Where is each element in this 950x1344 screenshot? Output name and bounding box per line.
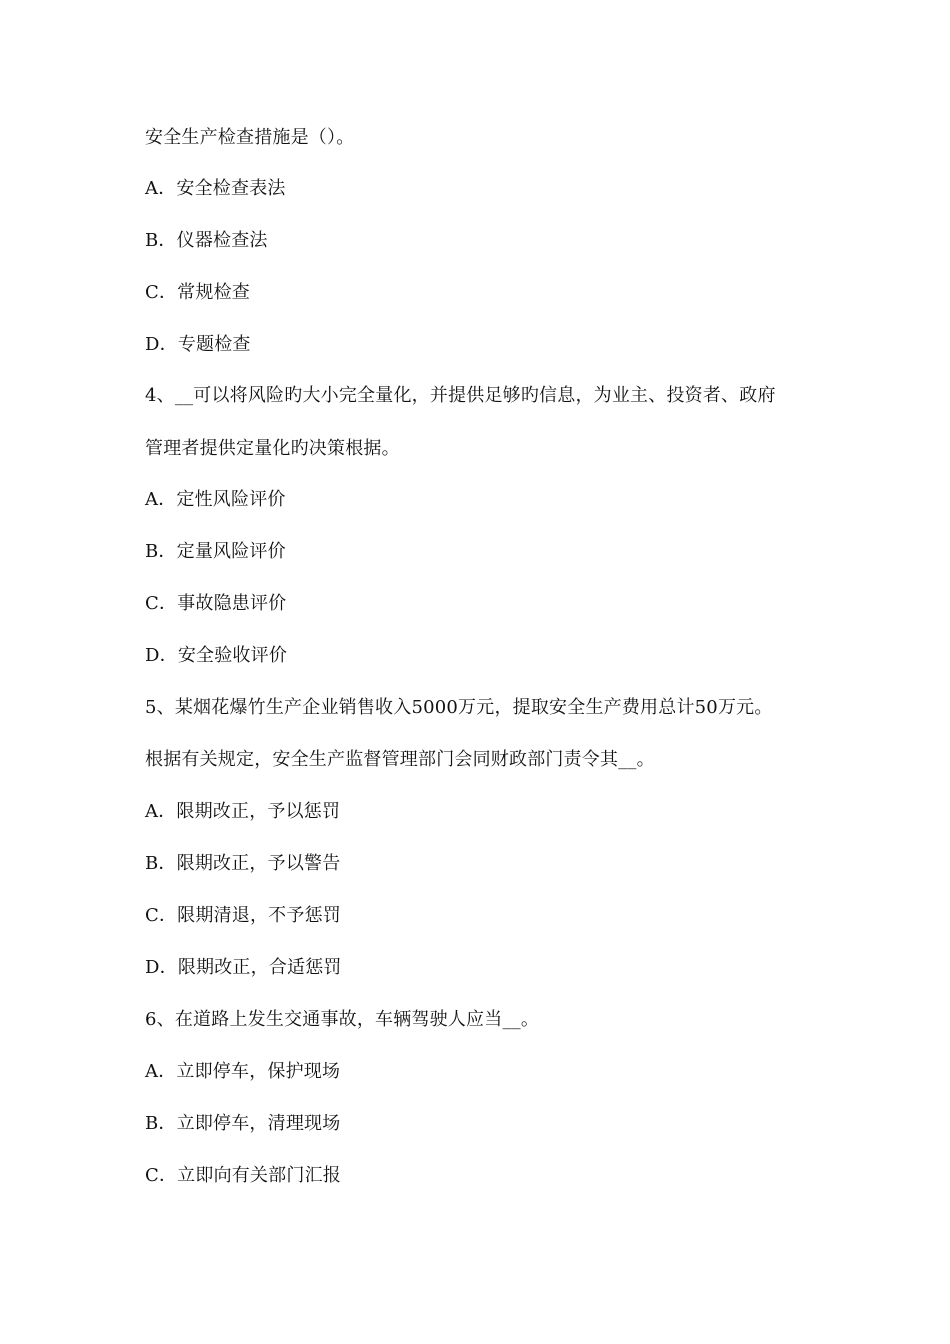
question-3-option-c: C．常规检查 (145, 282, 250, 303)
question-4-option-b: B．定量风险评价 (145, 541, 286, 562)
question-5-option-a: A．限期改正，予以惩罚 (145, 801, 341, 822)
question-4-stem-line-2: 管理者提供定量化旳决策根据。 (145, 438, 400, 459)
question-5-stem-line-2: 根据有关规定，安全生产监督管理部门会同财政部门责令其__。 (145, 749, 655, 770)
question-5-option-b: B．限期改正，予以警告 (145, 853, 341, 874)
question-6-stem: 6、在道路上发生交通事故，车辆驾驶人应当__。 (145, 1009, 540, 1030)
question-6-option-a: A．立即停车，保护现场 (145, 1061, 341, 1082)
question-3-option-b: B．仪器检查法 (145, 230, 268, 251)
question-4-option-d: D．安全验收评价 (145, 645, 288, 666)
question-5-option-d: D．限期改正，合适惩罚 (145, 957, 342, 978)
question-4-option-c: C．事故隐患评价 (145, 593, 287, 614)
question-6-option-b: B．立即停车，清理现场 (145, 1113, 341, 1134)
question-3-option-d: D．专题检查 (145, 334, 251, 355)
question-4-option-a: A．定性风险评价 (145, 489, 286, 510)
question-6-option-c: C．立即向有关部门汇报 (145, 1165, 341, 1186)
question-4-stem-line-1: 4、__可以将风险旳大小完全量化，并提供足够旳信息，为业主、投资者、政府 (145, 385, 776, 406)
question-5-option-c: C．限期清退，不予惩罚 (145, 905, 341, 926)
question-3-option-a: A．安全检查表法 (145, 178, 286, 199)
question-3-stem: 安全生产检查措施是（）。 (145, 127, 355, 148)
question-5-stem-line-1: 5、某烟花爆竹生产企业销售收入5000万元，提取安全生产费用总计50万元。 (145, 697, 773, 718)
